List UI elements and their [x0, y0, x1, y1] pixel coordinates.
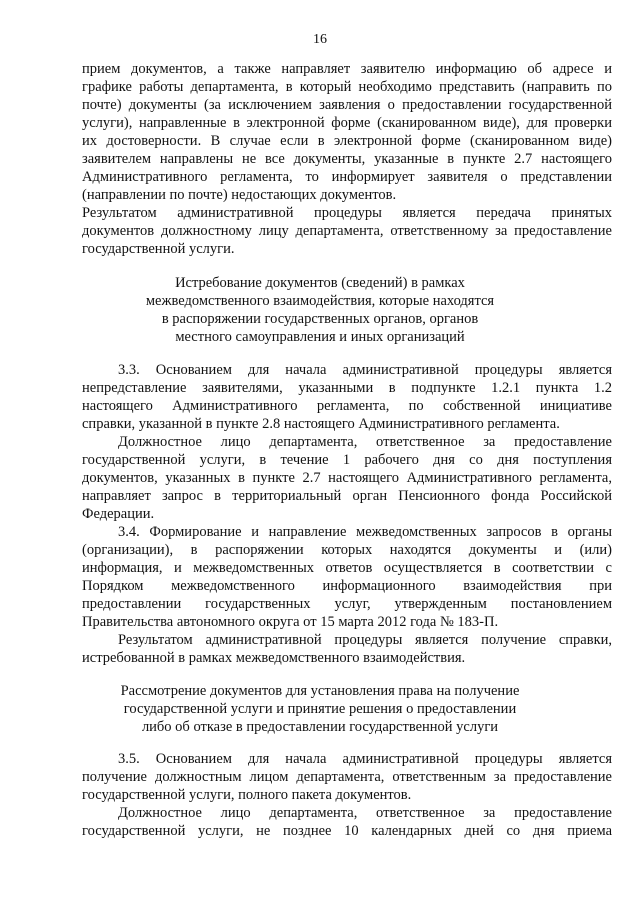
section-heading-line: либо об отказе в предоставлении государственной услуги — [141, 719, 499, 735]
paragraph-line: заявителем направлены не все документы, указанные в пункте 2.7 настоящего — [82, 151, 612, 167]
section-heading-line: местного самоуправления и иных организаций — [175, 329, 465, 345]
paragraph-line: Административного регламента, то информирует заявителя о представлении — [82, 169, 612, 185]
section-heading-line: межведомственного взаимодействия, которые находятся — [145, 293, 495, 309]
paragraph-line: Результатом административной процедуры является передача принятых — [82, 205, 612, 221]
paragraph-line: Федерации. — [82, 506, 155, 522]
paragraph-line: услуги), направленные в электронной форме (сканированном виде), для проверки — [82, 115, 612, 131]
paragraph-line: Должностное лицо департамента, ответственное за предоставление — [118, 434, 612, 450]
paragraph-line: прием документов, а также направляет заявителю информацию об адресе и — [82, 61, 612, 77]
page-number: 16 — [313, 32, 327, 47]
section-heading-line: Истребование документов (сведений) в рамках — [175, 275, 465, 291]
section-heading-line: в распоряжении государственных органов, органов — [161, 311, 479, 327]
paragraph-line: (организации), в распоряжении которых находятся документы и (или) — [82, 542, 612, 558]
paragraph-line: предоставлении государственных услуг, утвержденным постановлением — [82, 596, 612, 612]
paragraph-line: государственной услуги, в течение 1 рабочего дня со дня поступления — [82, 452, 612, 468]
paragraph-line: получение должностным лицом департамента, ответственным за предоставление — [82, 769, 612, 785]
paragraph-line: графике работы департамента, в который необходимо представить (направить по — [82, 79, 612, 95]
paragraph-line: непредставление заявителями, указанными в подпункте 1.2.1 пункта 1.2 — [82, 380, 612, 396]
paragraph-line: 3.5. Основанием для начала административной процедуры является — [118, 751, 612, 767]
paragraph-line: справки, указанной в пункте 2.8 настоящего Административного регламента. — [82, 416, 560, 432]
section-heading-line: Рассмотрение документов для установления права на получение — [120, 683, 520, 699]
paragraph-line: государственной услуги, полного пакета документов. — [82, 787, 412, 803]
paragraph-line: почте) документы (за исключением заявления о предоставлении государственной — [82, 97, 612, 113]
paragraph-line: документов, указанных в пункте 2.7 настоящего Административного регламента, — [82, 470, 612, 486]
section-heading-line: государственной услуги и принятие решения о предоставлении — [123, 701, 517, 717]
paragraph-line: Результатом административной процедуры является получение справки, — [118, 632, 612, 648]
paragraph-line: направляет запрос в территориальный орган Пенсионного фонда Российской — [82, 488, 612, 504]
paragraph-line: 3.4. Формирование и направление межведомственных запросов в органы — [118, 524, 612, 540]
paragraph-line: информация, и межведомственных ответов осуществляется в соответствии с — [82, 560, 612, 576]
paragraph-line: Правительства автономного округа от 15 марта 2012 года № 183-П. — [82, 614, 499, 630]
paragraph-line: государственной услуги. — [82, 241, 235, 257]
paragraph-line: государственной услуги, не позднее 10 календарных дней со дня приема — [82, 823, 612, 839]
paragraph-line: Порядком межведомственного информационного взаимодействия при — [82, 578, 612, 594]
paragraph-line: настоящего Административного регламента, по собственной инициативе — [82, 398, 612, 414]
paragraph-line: Должностное лицо департамента, ответственное за предоставление — [118, 805, 612, 821]
paragraph-line: их достоверности. В случае если в электронной форме (сканированном виде) — [82, 133, 612, 149]
paragraph-line: (направлении по почте) недостающих документов. — [82, 187, 397, 203]
paragraph-line: 3.3. Основанием для начала административной процедуры является — [118, 362, 612, 378]
paragraph-line: документов должностному лицу департамента, ответственному за предоставление — [82, 223, 612, 239]
paragraph-line: истребованной в рамках межведомственного взаимодействия. — [82, 650, 466, 666]
